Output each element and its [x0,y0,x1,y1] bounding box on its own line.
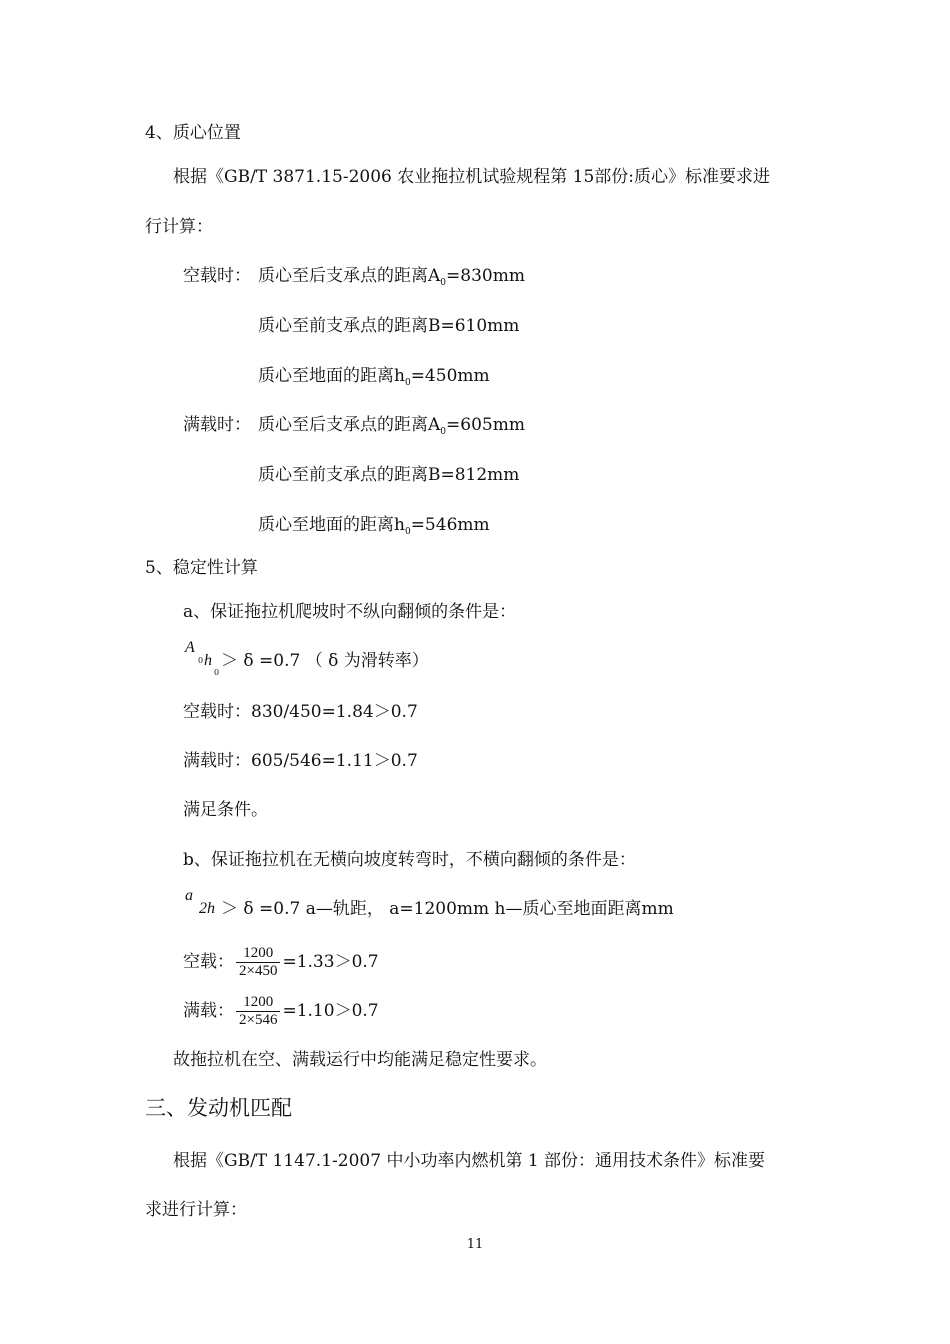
section-5-heading: 5、稳定性计算 [145,558,258,578]
empty-load-distance-b: 质心至前支承点的距离B=610mm [258,316,520,336]
condition-b-text: b、保证拖拉机在无横向坡度转弯时，不横向翻倾的条件是： [183,850,636,870]
empty-load-prefix: 空载时： [183,266,251,286]
full-load-distance-b: 质心至前支承点的距离B=812mm [258,465,520,485]
condition-a-text: a、保证拖拉机爬坡时不纵向翻倾的条件是： [183,602,517,622]
condition-b-full-calc: 满载： $\frac{1200}{2\times 546}$ =1.10＞0.7 [183,994,379,1028]
full-load-distance-a: 质心至后支承点的距离$A_0=605mm$ [258,415,525,437]
condition-a-formula: A 0 h 0 ＞ δ =0.7 （ δ 为滑转率） [185,639,429,677]
condition-b-formula: a 2h ＞ δ =0.7 a—轨距， a=1200mm h—质心至地面距离mm [185,887,674,919]
stability-conclusion: 故拖拉机在空、满载运行中均能满足稳定性要求。 [173,1050,547,1070]
full-load-height-h: 质心至地面的距离$h_0=546mm$ [258,515,490,537]
page-number: 11 [466,1237,484,1252]
section-3-heading: 三、发动机匹配 [145,1096,292,1120]
condition-a-satisfied: 满足条件。 [183,800,268,820]
condition-a-full-check: 满载时：605/546=1.11＞0.7 [183,751,418,771]
section-4-intro-line1: 根据《GB/T 3871.15-2006 农业拖拉机试验规程第 15部份:质心》标准要求进 [173,167,771,187]
empty-load-height-h: 质心至地面的距离$h_0=450mm$ [258,366,490,388]
condition-b-empty-calc: 空载： $\frac{1200}{2\times 450}$ =1.33＞0.7 [183,945,379,979]
section-3-intro-line2: 求进行计算： [145,1200,247,1220]
empty-load-distance-a: 质心至后支承点的距离$A_0=830mm$ [258,266,525,288]
section-4-intro-line2: 行计算： [145,217,213,237]
fraction-full: $\frac{1200}{2\times 546}$ [236,994,280,1029]
fraction-empty: $\frac{1200}{2\times 450}$ [236,945,280,980]
section-3-intro-line1: 根据《GB/T 1147.1-2007 中小功率内燃机第 1 部份：通用技术条件》标准要 [173,1151,766,1171]
section-4-heading: 4、质心位置 [145,123,241,143]
full-load-prefix: 满载时： [183,415,251,435]
condition-a-empty-check: 空载时：830/450=1.84＞0.7 [183,702,418,722]
